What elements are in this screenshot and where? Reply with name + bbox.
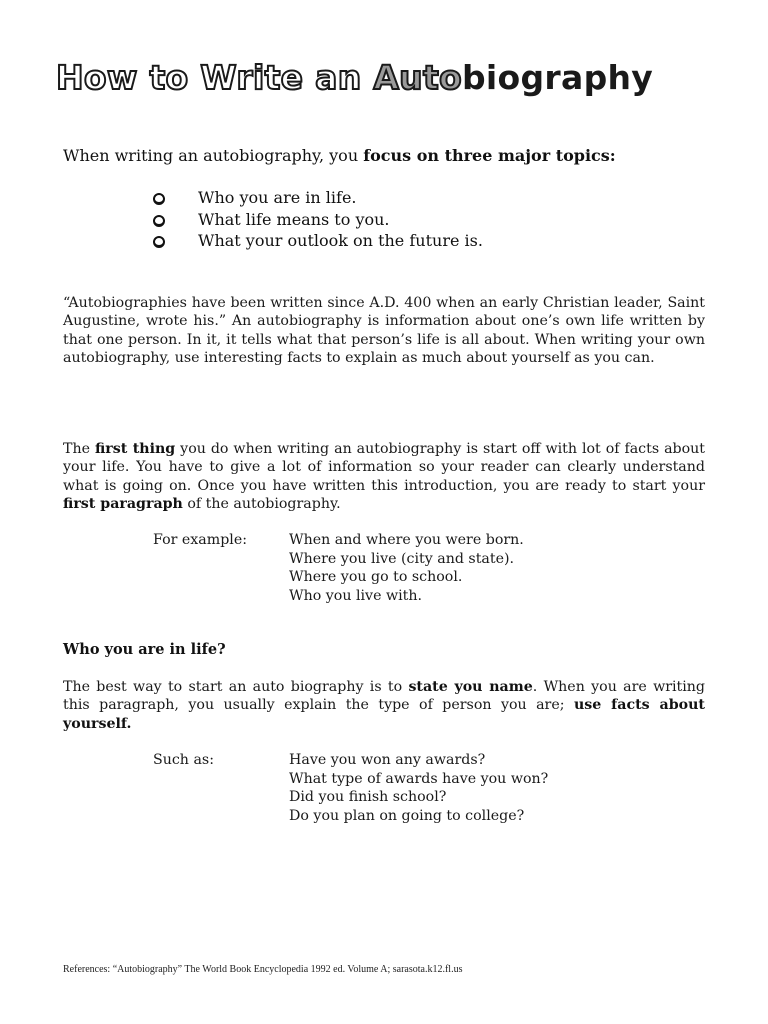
list-item: [153, 230, 483, 252]
intro-sentence: [63, 145, 713, 167]
text-run: The best way to start an auto biography is to: [63, 679, 409, 695]
list-item: When and where you were born.: [289, 532, 524, 548]
list-item: Where you live (city and state).: [289, 550, 515, 567]
list-item: Have you won any awards?: [289, 752, 486, 768]
list-item: Where you go to school.: [289, 569, 463, 585]
state-name-paragraph: [63, 678, 705, 733]
topic-text: What life means to you.: [198, 209, 390, 229]
title-black-text: biography: [462, 58, 654, 97]
bold-run: first paragraph: [63, 496, 183, 513]
intro-bold: focus on three major topics:: [363, 146, 616, 165]
list-item: Did you finish school?: [289, 789, 447, 805]
example-list: [289, 531, 524, 605]
bold-run: state you name: [408, 679, 533, 695]
hollow-circle-icon: [153, 193, 165, 205]
hollow-circle-icon: [153, 236, 165, 248]
text-run: of the autobiography.: [182, 496, 341, 513]
bold-run: first thing: [94, 441, 176, 457]
references-footer: References: “Autobiography” The World Book Encyclopedia 1992 ed. Volume A; sarasota.k12.fl.us: [63, 964, 463, 975]
list-item: What type of awards have you won?: [289, 770, 549, 787]
list-item: [153, 187, 483, 209]
topic-text: Who you are in life.: [198, 188, 357, 207]
intro-lead: When writing an autobiography, you: [63, 146, 364, 165]
title-gray-text: Auto: [373, 58, 462, 97]
text-run: you do when writing an autobiography is start off with lot of facts about your life. You have to give a lot of information so your reader can clearly understand what is going on. Once you have written this introduction, you are ready to start your: [63, 441, 706, 494]
example-label: Such as:: [153, 752, 214, 768]
page-title: [56, 56, 653, 100]
hollow-circle-icon: [153, 215, 165, 227]
example-label: For example:: [153, 532, 248, 548]
title-outline-text: How to Write an: [56, 58, 374, 97]
first-thing-paragraph: [63, 440, 705, 514]
text-run: . When you are writing this paragraph, you usually explain the type of person you are;: [63, 679, 705, 714]
list-item: [153, 209, 483, 231]
list-item: Do you plan on going to college?: [289, 807, 525, 824]
text-run: The: [63, 441, 95, 457]
section-heading: Who you are in life?: [63, 641, 226, 658]
example-list: [289, 751, 548, 825]
list-item: Who you live with.: [289, 587, 423, 604]
topics-list: [153, 187, 483, 252]
topic-text: What your outlook on the future is.: [198, 231, 483, 250]
history-paragraph: “Autobiographies have been written since A.D. 400 when an early Christian leader, Saint Augustine, wrote his.” An autobiography is information about one’s own life written by that one person. In it, it tells what that person’s life is all about. When writing your own autobiography, use interesting facts to explain as much about yourself as you can.: [63, 295, 705, 367]
bold-run: use facts about yourself.: [63, 697, 705, 732]
